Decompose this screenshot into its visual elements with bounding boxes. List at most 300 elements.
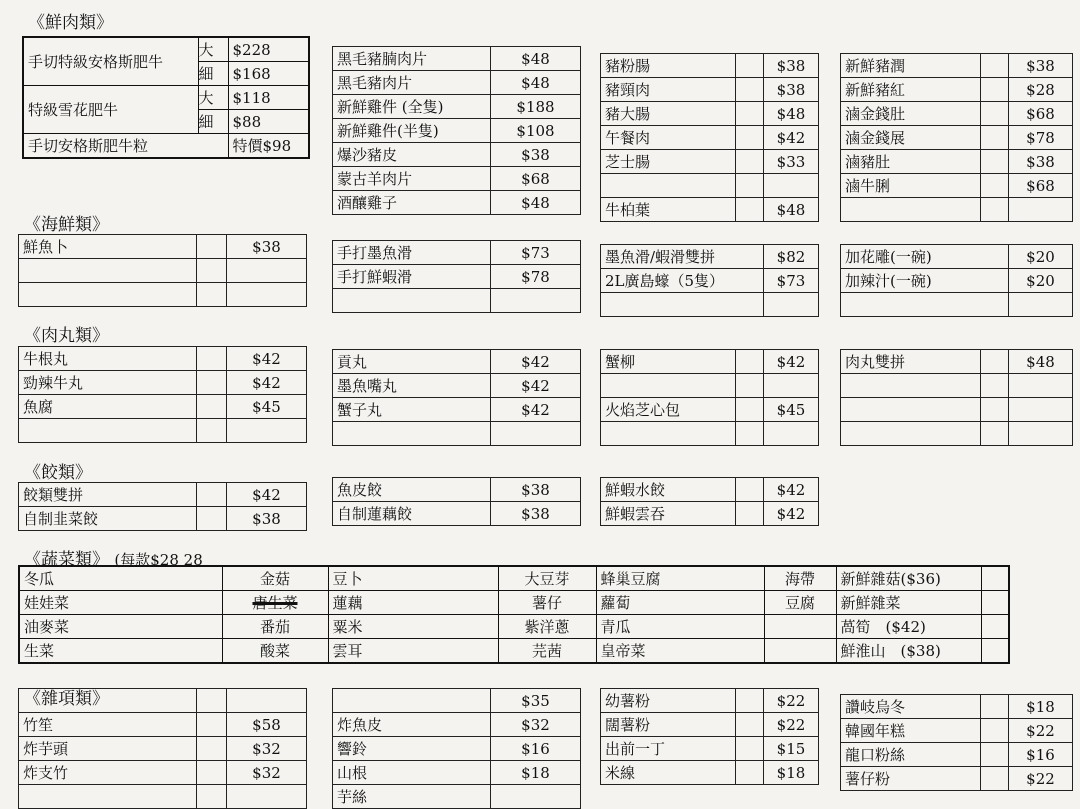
seafood-box2 xyxy=(332,240,581,313)
table-row xyxy=(333,713,581,737)
spacer-cell xyxy=(981,566,1009,591)
menu-item-name: 加辣汁(一碗) xyxy=(841,269,1009,293)
spacer-cell xyxy=(197,507,227,531)
menu-item-price: $48 xyxy=(491,47,581,71)
spacer-cell xyxy=(736,198,764,222)
menu-item-price xyxy=(227,785,307,809)
table-row xyxy=(601,245,819,269)
veg-item: 薯仔 xyxy=(498,591,596,615)
spacer-cell xyxy=(981,639,1009,664)
menu-item-name: 滷金錢展 xyxy=(841,126,981,150)
table-row xyxy=(19,347,307,371)
menu-item-name: 豬頸肉 xyxy=(601,78,736,102)
table-row xyxy=(19,283,307,307)
menu-item-name: 蒙古羊肉片 xyxy=(333,167,491,191)
veg-item: 海帶 xyxy=(764,566,836,591)
menu-item-name: 手切安格斯肥牛粒 xyxy=(23,134,228,159)
spacer-cell xyxy=(981,102,1009,126)
table-row xyxy=(841,198,1073,222)
menu-item-price: $38 xyxy=(491,478,581,502)
menu-item-price: $38 xyxy=(491,143,581,167)
spacer-cell xyxy=(736,350,764,374)
table-row xyxy=(601,398,819,422)
menu-item-name xyxy=(19,419,197,443)
menu-item-name: 響鈴 xyxy=(333,737,491,761)
table-row xyxy=(333,350,581,374)
menu-item-name xyxy=(333,689,491,713)
table-row xyxy=(333,737,581,761)
menu-item-name: 鮮蝦水餃 xyxy=(601,478,736,502)
table-row xyxy=(601,150,819,174)
spacer-cell xyxy=(736,478,764,502)
menu-item-name: 黑毛豬腩肉片 xyxy=(333,47,491,71)
balls-box4 xyxy=(840,349,1073,446)
table-row xyxy=(601,102,819,126)
menu-item-name: 手切特級安格斯肥牛 xyxy=(23,37,198,86)
menu-item-price: $42 xyxy=(227,347,307,371)
menu-item-price xyxy=(491,785,581,809)
veg-item: 青瓜 xyxy=(596,615,764,639)
spacer-cell xyxy=(981,78,1009,102)
menu-item-name: 出前一丁 xyxy=(601,737,736,761)
menu-item-name xyxy=(19,689,197,713)
menu-item-name: 蟹柳 xyxy=(601,350,736,374)
section-title-meat: 《鮮肉類》 xyxy=(28,13,113,33)
menu-item-price: $68 xyxy=(1009,174,1073,198)
menu-item-name: 勁辣牛丸 xyxy=(19,371,197,395)
table-row xyxy=(333,289,581,313)
menu-item-name: 火焰芝心包 xyxy=(601,398,736,422)
table-row xyxy=(19,259,307,283)
table-row xyxy=(333,143,581,167)
menu-item-name xyxy=(841,293,1009,317)
spacer-cell xyxy=(981,350,1009,374)
menu-item-name: 魚皮餃 xyxy=(333,478,491,502)
size-label: 細 xyxy=(198,62,228,86)
table-row xyxy=(601,54,819,78)
table-row xyxy=(601,689,819,713)
menu-item-price: $48 xyxy=(764,102,819,126)
menu-item-price: $108 xyxy=(491,119,581,143)
misc-box4 xyxy=(840,694,1073,791)
table-row xyxy=(19,761,307,785)
menu-item-name: 幼薯粉 xyxy=(601,689,736,713)
menu-item-price xyxy=(1009,198,1073,222)
table-row xyxy=(19,689,307,713)
menu-item-name xyxy=(841,398,981,422)
veg-item: 新鮮雜菇($36) xyxy=(836,566,981,591)
menu-item-price: $188 xyxy=(491,95,581,119)
veg-item: 酸菜 xyxy=(222,639,328,664)
menu-item-price: $42 xyxy=(764,502,819,526)
size-label: 大 xyxy=(198,86,228,110)
table-row xyxy=(841,78,1073,102)
menu-item-price: $48 xyxy=(491,71,581,95)
spacer-cell xyxy=(981,174,1009,198)
menu-item-name: 蟹子丸 xyxy=(333,398,491,422)
menu-item-price: $118 xyxy=(228,86,309,110)
menu-item-name: 豬粉腸 xyxy=(601,54,736,78)
menu-item-name: 芝士腸 xyxy=(601,150,736,174)
spacer-cell xyxy=(736,374,764,398)
veg-item: 粟米 xyxy=(328,615,498,639)
balls-box1 xyxy=(18,346,307,443)
table-row xyxy=(19,483,307,507)
menu-item-price xyxy=(764,422,819,446)
menu-item-price: $16 xyxy=(491,737,581,761)
meat-box1 xyxy=(22,36,310,159)
spacer-cell xyxy=(981,54,1009,78)
menu-item-name: 炸芋頭 xyxy=(19,737,197,761)
menu-item-price: $20 xyxy=(1009,245,1073,269)
veg-item: 唐生菜 xyxy=(222,591,328,615)
table-row xyxy=(601,293,819,317)
table-row xyxy=(841,102,1073,126)
spacer-cell xyxy=(736,689,764,713)
table-row xyxy=(333,502,581,526)
spacer-cell xyxy=(197,713,227,737)
menu-item-name: 米線 xyxy=(601,761,736,785)
veg-title: 《蔬菜類》 xyxy=(24,550,109,570)
menu-item-price: $38 xyxy=(491,502,581,526)
table-row xyxy=(23,37,309,62)
table-row xyxy=(601,374,819,398)
menu-item-name: 鮮魚卜 xyxy=(19,235,197,259)
veg-item: 芫茜 xyxy=(498,639,596,664)
menu-item-price: $168 xyxy=(228,62,309,86)
menu-item-name: 加花雕(一碗) xyxy=(841,245,1009,269)
menu-item-price: $33 xyxy=(764,150,819,174)
table-row xyxy=(333,119,581,143)
meat-box2 xyxy=(332,46,581,215)
menu-item-name xyxy=(841,422,981,446)
menu-item-price: $45 xyxy=(227,395,307,419)
spacer-cell xyxy=(981,615,1009,639)
table-row xyxy=(841,126,1073,150)
table-row xyxy=(333,478,581,502)
veg-item: 蓮藕 xyxy=(328,591,498,615)
spacer-cell xyxy=(981,422,1009,446)
table-row xyxy=(19,737,307,761)
veg-item xyxy=(764,615,836,639)
menu-item-name: 餃類雙拼 xyxy=(19,483,197,507)
veg-item: 油麥菜 xyxy=(19,615,222,639)
menu-item-price: $88 xyxy=(228,110,309,134)
spacer-cell xyxy=(981,719,1009,743)
seafood-box3 xyxy=(600,244,819,317)
table-row xyxy=(333,241,581,265)
menu-item-name: 龍口粉絲 xyxy=(841,743,981,767)
menu-item-price: $20 xyxy=(1009,269,1073,293)
seafood-box1 xyxy=(18,234,307,307)
menu-item-price: $228 xyxy=(228,37,309,62)
menu-item-name xyxy=(601,422,736,446)
table-row xyxy=(333,167,581,191)
table-row xyxy=(841,374,1073,398)
spacer-cell xyxy=(981,126,1009,150)
menu-item-price: $48 xyxy=(764,198,819,222)
spacer-cell xyxy=(736,502,764,526)
veg-item: 皇帝菜 xyxy=(596,639,764,664)
menu-item-name: 自制韭菜餃 xyxy=(19,507,197,531)
menu-item-price: $42 xyxy=(764,350,819,374)
menu-item-price: $82 xyxy=(764,245,819,269)
menu-item-price xyxy=(227,689,307,713)
table-row xyxy=(601,737,819,761)
table-row xyxy=(841,54,1073,78)
table-row xyxy=(841,150,1073,174)
spacer-cell xyxy=(197,235,227,259)
spacer-cell xyxy=(736,761,764,785)
menu-item-name: 豬大腸 xyxy=(601,102,736,126)
menu-item-price xyxy=(227,419,307,443)
table-row xyxy=(19,713,307,737)
menu-item-name: 炸支竹 xyxy=(19,761,197,785)
table-row xyxy=(601,198,819,222)
veg-item: 豆卜 xyxy=(328,566,498,591)
dumplings-box3 xyxy=(600,477,819,526)
menu-item-name: 午餐肉 xyxy=(601,126,736,150)
table-row xyxy=(333,785,581,809)
menu-item-name: 貢丸 xyxy=(333,350,491,374)
spacer-cell xyxy=(981,398,1009,422)
table-row xyxy=(333,398,581,422)
table-row xyxy=(841,269,1073,293)
menu-item-price xyxy=(227,283,307,307)
menu-item-name: 特級雪花肥牛 xyxy=(23,86,198,134)
table-row xyxy=(333,689,581,713)
table-row xyxy=(841,174,1073,198)
menu-item-price xyxy=(1009,398,1073,422)
veg-price-note: (每款$28 28 xyxy=(114,551,203,569)
menu-item-name: 薯仔粉 xyxy=(841,767,981,791)
menu-item-price: $28 xyxy=(1009,78,1073,102)
section-title-seafood: 《海鮮類》 xyxy=(24,215,109,235)
table-row xyxy=(333,422,581,446)
balls-box3 xyxy=(600,349,819,446)
menu-item-price: $42 xyxy=(491,374,581,398)
veg-item: 鮮淮山 ($38) xyxy=(836,639,981,664)
table-row xyxy=(601,78,819,102)
spacer-cell xyxy=(981,591,1009,615)
table-row xyxy=(333,761,581,785)
table-row xyxy=(601,422,819,446)
menu-item-name: 芋絲 xyxy=(333,785,491,809)
menu-item-name: 墨魚嘴丸 xyxy=(333,374,491,398)
table-row xyxy=(19,395,307,419)
menu-item-name: 新鮮雞件 (全隻) xyxy=(333,95,491,119)
menu-item-price xyxy=(764,374,819,398)
table-row xyxy=(19,785,307,809)
menu-item-name xyxy=(601,174,736,198)
menu-item-name: 新鮮雞件(半隻) xyxy=(333,119,491,143)
menu-item-price: $42 xyxy=(491,398,581,422)
balls-box2 xyxy=(332,349,581,446)
spacer-cell xyxy=(736,54,764,78)
menu-item-price: $15 xyxy=(764,737,819,761)
spacer-cell xyxy=(736,102,764,126)
table-row xyxy=(19,419,307,443)
menu-item-price: $38 xyxy=(227,235,307,259)
veg-table xyxy=(18,565,1010,664)
menu-item-price: $38 xyxy=(1009,150,1073,174)
menu-item-price: $68 xyxy=(491,167,581,191)
table-row xyxy=(841,743,1073,767)
spacer-cell xyxy=(736,737,764,761)
menu-item-price xyxy=(491,289,581,313)
table-row xyxy=(841,245,1073,269)
spacer-cell xyxy=(197,737,227,761)
table-row xyxy=(333,71,581,95)
table-row xyxy=(19,591,1009,615)
section-title-dumplings: 《餃類》 xyxy=(24,463,92,483)
menu-item-name: 新鮮豬潤 xyxy=(841,54,981,78)
menu-item-name: 新鮮豬紅 xyxy=(841,78,981,102)
seafood-box4 xyxy=(840,244,1073,317)
menu-item-name: 手打墨魚滑 xyxy=(333,241,491,265)
menu-item-price: $73 xyxy=(764,269,819,293)
veg-item: 紫洋蔥 xyxy=(498,615,596,639)
menu-item-name: 滷金錢肚 xyxy=(841,102,981,126)
table-row xyxy=(601,126,819,150)
veg-item: 蘿蔔 xyxy=(596,591,764,615)
menu-item-name: 肉丸雙拼 xyxy=(841,350,981,374)
menu-item-price: $58 xyxy=(227,713,307,737)
menu-item-price: $22 xyxy=(764,689,819,713)
spacer-cell xyxy=(197,347,227,371)
table-row xyxy=(841,398,1073,422)
table-row xyxy=(19,566,1009,591)
section-title-balls: 《肉丸類》 xyxy=(24,326,109,346)
spacer-cell xyxy=(197,371,227,395)
menu-item-name xyxy=(333,422,491,446)
veg-item: 娃娃菜 xyxy=(19,591,222,615)
dumplings-box1 xyxy=(18,482,307,531)
menu-item-price: $35 xyxy=(491,689,581,713)
spacer-cell xyxy=(981,198,1009,222)
dumplings-box2 xyxy=(332,477,581,526)
spacer-cell xyxy=(981,743,1009,767)
spacer-cell xyxy=(981,695,1009,719)
menu-item-price: $73 xyxy=(491,241,581,265)
menu-item-price: $68 xyxy=(1009,102,1073,126)
section-title-misc: 《雜項類》 xyxy=(24,689,109,709)
table-row xyxy=(601,478,819,502)
spacer-cell xyxy=(197,761,227,785)
menu-item-name: 牛根丸 xyxy=(19,347,197,371)
menu-item-price: $45 xyxy=(764,398,819,422)
table-row xyxy=(601,350,819,374)
menu-item-price: $18 xyxy=(764,761,819,785)
menu-item-name: 牛柏葉 xyxy=(601,198,736,222)
veg-item: 冬瓜 xyxy=(19,566,222,591)
menu-item-price: $32 xyxy=(227,761,307,785)
spacer-cell xyxy=(736,713,764,737)
misc-box2 xyxy=(332,688,581,809)
table-row xyxy=(601,713,819,737)
menu-item-price xyxy=(1009,374,1073,398)
menu-item-name: 自制蓮藕餃 xyxy=(333,502,491,526)
spacer-cell xyxy=(981,767,1009,791)
menu-item-name xyxy=(333,289,491,313)
menu-item-price: $38 xyxy=(1009,54,1073,78)
menu-item-price: $78 xyxy=(1009,126,1073,150)
menu-item-price: $18 xyxy=(491,761,581,785)
veg-item: 豆腐 xyxy=(764,591,836,615)
table-row xyxy=(19,235,307,259)
menu-item-price: $22 xyxy=(1009,719,1073,743)
veg-item: 萵筍 ($42) xyxy=(836,615,981,639)
menu-item-name xyxy=(841,374,981,398)
menu-item-price xyxy=(227,259,307,283)
menu-item-price: $18 xyxy=(1009,695,1073,719)
menu-item-name xyxy=(19,785,197,809)
menu-item-price: $48 xyxy=(491,191,581,215)
table-row xyxy=(841,695,1073,719)
menu-item-name xyxy=(19,283,197,307)
menu-item-price: $42 xyxy=(764,126,819,150)
spacer-cell xyxy=(981,150,1009,174)
table-row xyxy=(333,47,581,71)
table-row xyxy=(23,86,309,110)
menu-item-price: $16 xyxy=(1009,743,1073,767)
menu-item-name: 竹笙 xyxy=(19,713,197,737)
table-row xyxy=(19,507,307,531)
menu-item-price: $78 xyxy=(491,265,581,289)
menu-item-price: $42 xyxy=(764,478,819,502)
table-row xyxy=(841,293,1073,317)
spacer-cell xyxy=(197,689,227,713)
table-row xyxy=(841,767,1073,791)
menu-item-name: 讚岐烏冬 xyxy=(841,695,981,719)
menu-item-name: 墨魚滑/蝦滑雙拼 xyxy=(601,245,764,269)
menu-item-name: 鮮蝦雲吞 xyxy=(601,502,736,526)
meat-box3 xyxy=(600,53,819,222)
spacer-cell xyxy=(981,374,1009,398)
table-row xyxy=(841,422,1073,446)
menu-item-name: 滷豬肚 xyxy=(841,150,981,174)
veg-item: 生菜 xyxy=(19,639,222,664)
spacer-cell xyxy=(736,126,764,150)
menu-item-price xyxy=(764,174,819,198)
spacer-cell xyxy=(197,419,227,443)
table-row xyxy=(333,191,581,215)
menu-item-price: 特價$98 xyxy=(228,134,309,159)
size-label: 大 xyxy=(198,37,228,62)
menu-item-name: 2L廣島蠔（5隻） xyxy=(601,269,764,293)
menu-item-name: 滷牛脷 xyxy=(841,174,981,198)
veg-item: 大豆芽 xyxy=(498,566,596,591)
menu-item-price: $48 xyxy=(1009,350,1073,374)
menu-item-price: $38 xyxy=(227,507,307,531)
menu-item-price: $22 xyxy=(1009,767,1073,791)
table-row xyxy=(601,174,819,198)
spacer-cell xyxy=(736,422,764,446)
menu-item-price: $32 xyxy=(227,737,307,761)
menu-item-name xyxy=(841,198,981,222)
spacer-cell xyxy=(736,398,764,422)
table-row xyxy=(23,134,309,159)
veg-item: 番茄 xyxy=(222,615,328,639)
menu-item-name: 韓國年糕 xyxy=(841,719,981,743)
spacer-cell xyxy=(197,283,227,307)
menu-item-name: 闊薯粉 xyxy=(601,713,736,737)
spacer-cell xyxy=(736,78,764,102)
spacer-cell xyxy=(197,259,227,283)
table-row xyxy=(19,615,1009,639)
menu-item-name: 山根 xyxy=(333,761,491,785)
menu-item-name: 酒釀雞子 xyxy=(333,191,491,215)
